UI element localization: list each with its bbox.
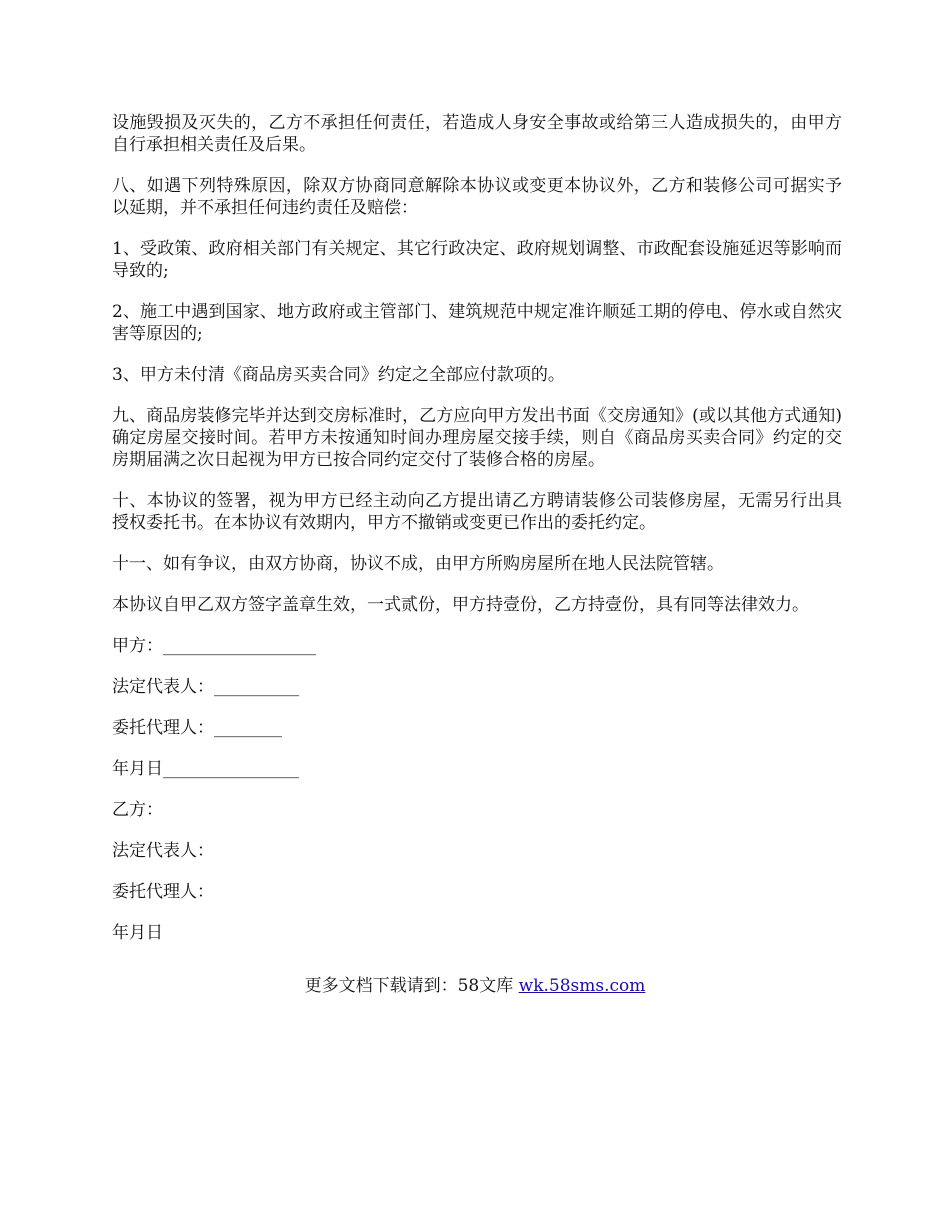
signature-block [112,635,842,944]
paragraph-effectiveness: 本协议自甲乙双方签字盖章生效，一式贰份，甲方持壹份，乙方持壹份，具有同等法律效力。 [112,595,809,615]
paragraph-clause-11: 十一、如有争议，由双方协商，协议不成，由甲方所购房屋所在地人民法院管辖。 [112,554,724,574]
paragraph-clause-8-item-2: 2、施工中遇到国家、地方政府或主管部门、建筑规范中规定准许顺延工期的停电、停水或自然灾害等原因的; [112,302,842,344]
party-a-date-line: 年月日________________ [112,759,299,779]
footer-text: 更多文档下载请到：58文库 [304,976,519,996]
document-body [112,112,842,963]
party-a-representative-line: 法定代表人：__________ [112,677,299,697]
paragraph-clause-9: 九、商品房装修完毕并达到交房标准时，乙方应向甲方发出书面《交房通知》(或以其他方式通知)确定房屋交接时间。若甲方未按通知时间办理房屋交接手续，则自《商品房买卖合同》约定的交房期届满之次日起视为甲方已按合同约定交付了装修合格的房屋。 [112,406,842,470]
paragraph-clause-8-item-3: 3、甲方未付清《商品房买卖合同》约定之全部应付款项的。 [112,365,565,385]
party-a-agent-line: 委托代理人：________ [112,718,282,738]
footer-link[interactable]: wk.58sms.com [518,976,646,996]
party-b-date-line: 年月日 [112,923,163,943]
paragraph-facility-damage: 设施毁损及灭失的，乙方不承担任何责任，若造成人身安全事故或给第三人造成损失的，由甲方自行承担相关责任及后果。 [112,113,842,155]
party-a-line: 甲方：__________________ [112,636,316,656]
footer [0,975,950,997]
paragraph-clause-8: 八、如遇下列特殊原因，除双方协商同意解除本协议或变更本协议外，乙方和装修公司可据实予以延期，并不承担任何违约责任及赔偿： [112,176,842,218]
party-b-agent-line: 委托代理人： [112,882,214,902]
paragraph-clause-8-item-1: 1、受政策、政府相关部门有关规定、其它行政决定、政府规划调整、市政配套设施延迟等影响而导致的; [112,239,842,281]
paragraph-clause-10: 十、本协议的签署，视为甲方已经主动向乙方提出请乙方聘请装修公司装修房屋，无需另行出具授权委托书。在本协议有效期内，甲方不撤销或变更已作出的委托约定。 [112,491,842,533]
party-b-line: 乙方： [112,800,163,820]
party-b-representative-line: 法定代表人： [112,841,214,861]
